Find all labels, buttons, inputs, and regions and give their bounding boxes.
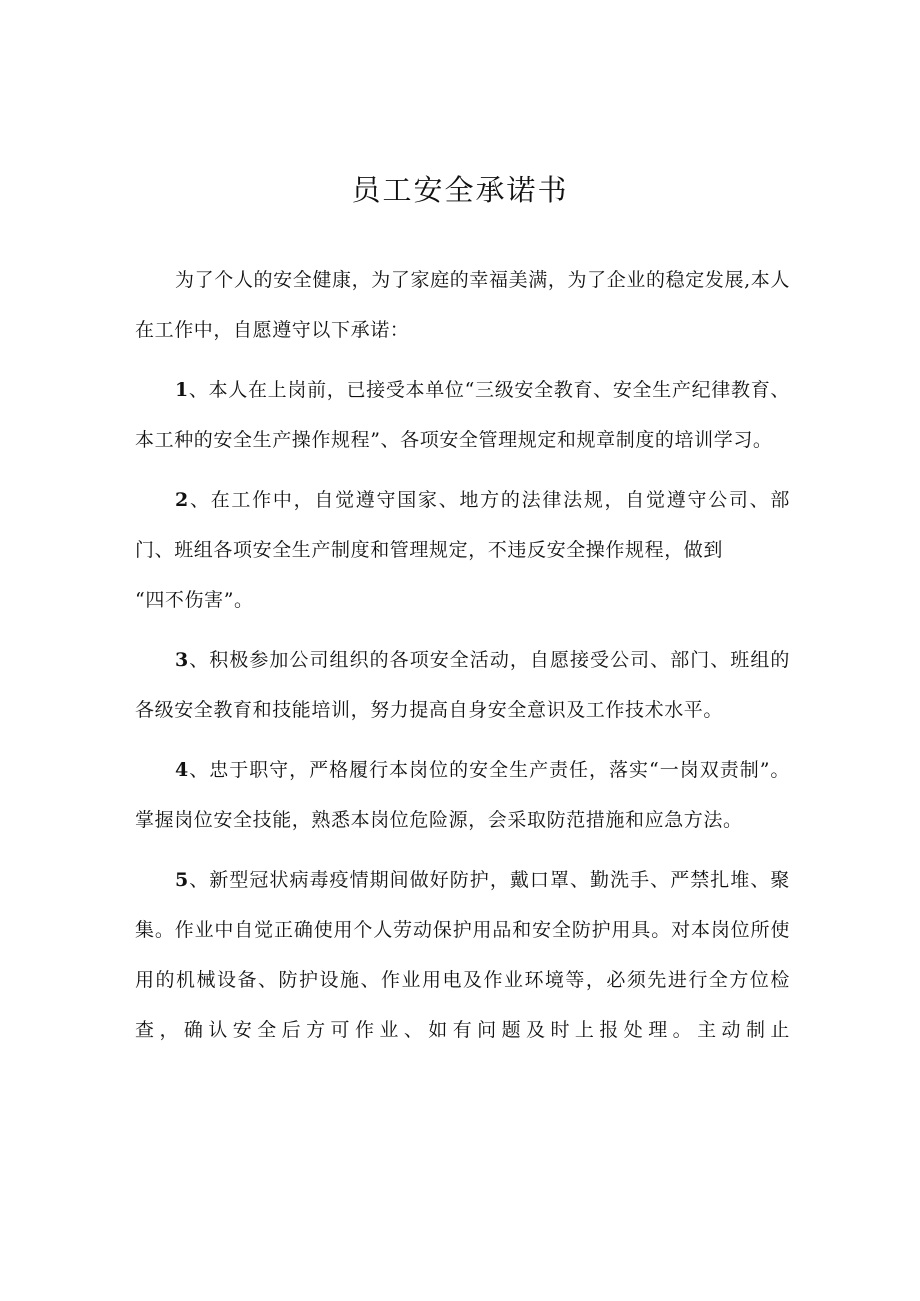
item-text: 、新型冠状病毒疫情期间做好防护，戴口罩、勤洗手、严禁扎堆、聚集。作业中自觉正确使用个人劳动保护用品和安全防护用具。对本岗位所使用的机械设备、防护设施、作业用电及作业环境等，必须先进行全方位检查，确认安全后方可作业、如有问题及时上报处理。主动制止 xyxy=(135,869,790,1041)
commitment-item-4 xyxy=(135,745,790,845)
document-title: 员工安全承诺书 xyxy=(351,173,569,207)
commitment-item-3 xyxy=(135,635,790,735)
item-number: 3 xyxy=(175,649,189,671)
item-text: 、在工作中，自觉遵守国家、地方的法律法规，自觉遵守公司、部门、班组各项安全生产制度和管理规定，不违反安全操作规程，做到 xyxy=(135,489,790,561)
item-text: 、本人在上岗前，已接受本单位“三级安全教育、安全生产纪律教育、本工种的安全生产操作规程”、各项安全管理规定和规章制度的培训学习。 xyxy=(135,379,790,451)
item-number: 1 xyxy=(175,379,189,401)
item-text: 、忠于职守，严格履行本岗位的安全生产责任，落实“一岗双责制”。掌握岗位安全技能，熟悉本岗位危险源，会采取防范措施和应急方法。 xyxy=(135,759,790,831)
commitment-item-1 xyxy=(135,365,790,465)
item-text: 、积极参加公司组织的各项安全活动，自愿接受公司、部门、班组的各级安全教育和技能培训，努力提高自身安全意识及工作技术水平。 xyxy=(135,649,790,721)
intro-paragraph: 为了个人的安全健康，为了家庭的幸福美满，为了企业的稳定发展,本人在工作中，自愿遵守以下承诺： xyxy=(135,269,790,341)
commitment-item-5 xyxy=(135,855,790,1055)
item-number: 4 xyxy=(175,759,189,781)
document-body xyxy=(135,255,790,1065)
commitment-item-2 xyxy=(135,475,790,625)
item-continuation: “四不伤害”。 xyxy=(135,589,254,611)
item-number: 5 xyxy=(175,869,189,891)
item-number: 2 xyxy=(175,489,189,511)
